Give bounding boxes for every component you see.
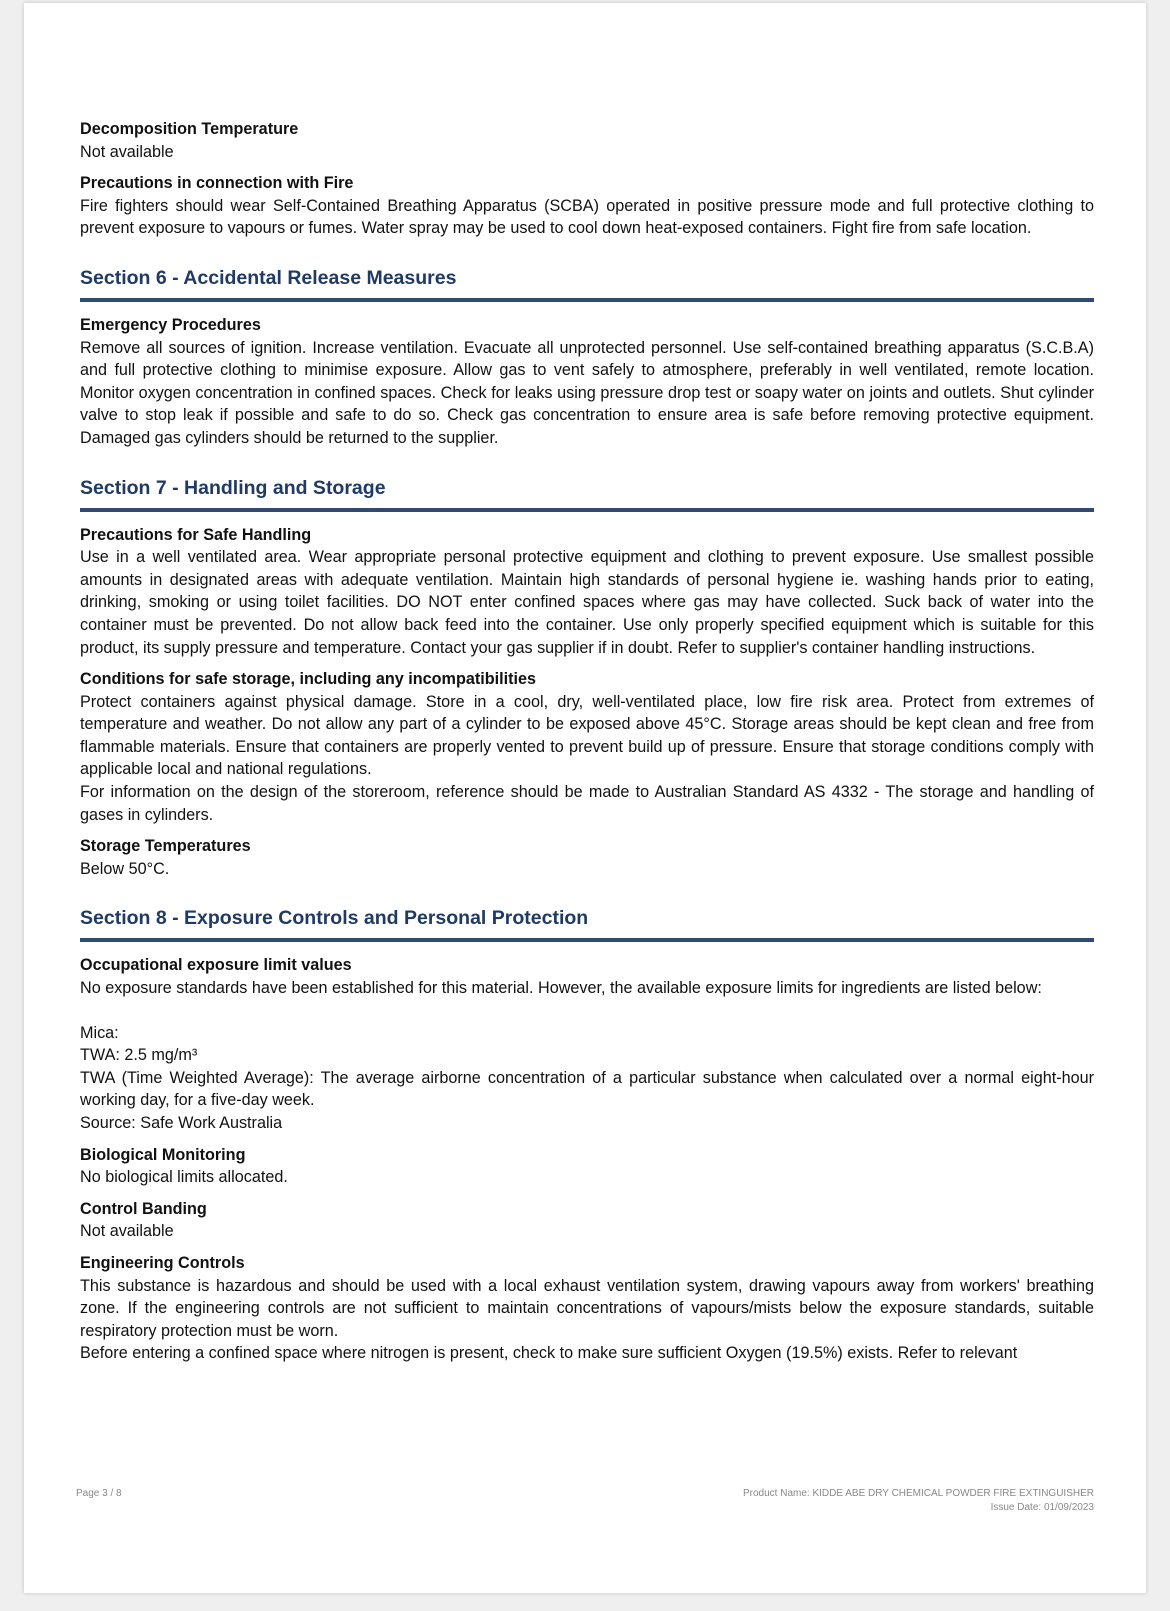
- section-6-header: [80, 264, 1094, 302]
- product-name: Product Name: KIDDE ABE DRY CHEMICAL POWDER FIRE EXTINGUISHER: [742, 1488, 1094, 1499]
- decomposition-block: [80, 118, 1094, 163]
- bio-text: No biological limits allocated.: [80, 1168, 288, 1187]
- storage-temperatures-label: Storage Temperatures: [80, 837, 251, 856]
- page-number: Page 3 / 8: [76, 1488, 122, 1499]
- section-7-title: Section 7 - Handling and Storage: [80, 474, 1094, 512]
- handling-text: Use in a well ventilated area. Wear appropriate personal protective equipment and clothing to prevent exposure. Use smallest possible amounts in designated areas with adequate ventilation. Maintain high standards of personal hygiene ie. washing hands prior to eating, drinking, smoking or using toilet facilities. DO NOT enter confined spaces where gas may have collected. Suck back of water into the container must be prevented. Do not allow back feed into the container. Use only properly specified equipment which is suitable for this product, its supply pressure and temperature. Contact your gas supplier if in doubt. Refer to supplier's container handling instructions.: [80, 548, 1094, 657]
- decomposition-text: Not available: [80, 142, 174, 161]
- emergency-text: Remove all sources of ignition. Increase ventilation. Evacuate all unprotected personnel. Use self-contained breathing apparatus (S.C.B.A) and full protective clothing to minimise exposure. Allow gas to vent safely to atmosphere, preferably in well ventilated, remote location. Monitor oxygen concentration in confined spaces. Check for leaks using pressure drop test or soapy water on joints and outlets. Shut cylinder valve to stop leak if possible and safe to do so. Check gas concentration to ensure area is safe before removing protective equipment. Damaged gas cylinders should be returned to the supplier.: [80, 338, 1094, 447]
- emergency-block: [80, 314, 1094, 450]
- storage-temperatures-text: Below 50°C.: [80, 859, 170, 878]
- twa-definition: TWA (Time Weighted Average): The average airborne concentration of a particular substance when calculated over a normal eight-hour working day, for a five-day week.: [80, 1068, 1094, 1110]
- section-8-title: Section 8 - Exposure Controls and Personal Protection: [80, 904, 1094, 942]
- footer-product-info: [743, 1487, 1094, 1515]
- engineering-text: This substance is hazardous and should be used with a local exhaust ventilation system, drawing vapours away from workers' breathing zone. If the engineering controls are not sufficient to maintain concentrations of vapours/mists below the exposure standards, suitable respiratory protection must be worn.: [80, 1276, 1094, 1340]
- storage-block: [80, 668, 1094, 826]
- fire-precautions-block: [80, 172, 1094, 240]
- fire-precautions-label: Precautions in connection with Fire: [80, 174, 354, 193]
- emergency-label: Emergency Procedures: [80, 315, 261, 334]
- mica-label: Mica:: [80, 1023, 119, 1042]
- banding-text: Not available: [80, 1222, 174, 1241]
- storage-label: Conditions for safe storage, including any incompatibilities: [80, 670, 537, 689]
- oel-source: Source: Safe Work Australia: [80, 1114, 283, 1132]
- handling-block: [80, 524, 1094, 660]
- fire-precautions-text: Fire fighters should wear Self-Contained Breathing Apparatus (SCBA) operated in positive pressure mode and full protective clothing to prevent exposure to vapours or fumes. Water spray may be used to cool down heat-exposed containers. Fight fire from safe location.: [80, 196, 1094, 238]
- oel-text: No exposure standards have been established for this material. However, the available exposure limits for ingredients are listed below:: [80, 979, 1042, 998]
- storage-text: Protect containers against physical damage. Store in a cool, dry, well-ventilated place, low fire risk area. Protect from extremes of temperature and weather. Do not allow any part of a cylinder to be exposed above 45°C. Storage areas should be kept clean and free from flammable materials. Ensure that containers are properly vented to prevent build up of pressure. Ensure that storage conditions comply with applicable local and national regulations.: [80, 692, 1094, 779]
- twa-value: TWA: 2.5 mg/m³: [80, 1046, 198, 1065]
- engineering-label: Engineering Controls: [80, 1253, 245, 1272]
- handling-label: Precautions for Safe Handling: [80, 525, 312, 544]
- section-6-title: Section 6 - Accidental Release Measures: [80, 264, 1094, 302]
- section-8-header: [80, 904, 1094, 942]
- issue-date: Issue Date: 01/09/2023: [990, 1502, 1094, 1513]
- document-page: [24, 3, 1146, 1593]
- section-7-header: [80, 474, 1094, 512]
- banding-block: [80, 1198, 1094, 1243]
- engineering-text-2: Before entering a confined space where nitrogen is present, check to make sure sufficient Oxygen (19.5%) exists. Refer to relevant: [80, 1344, 1018, 1363]
- decomposition-label: Decomposition Temperature: [80, 120, 299, 138]
- bio-label: Biological Monitoring: [80, 1145, 246, 1164]
- storage-temperatures-block: [80, 835, 1094, 880]
- bio-block: [80, 1144, 1094, 1189]
- oel-block: [80, 954, 1094, 1134]
- page-content: [80, 118, 1094, 1374]
- engineering-block: [80, 1252, 1094, 1365]
- banding-label: Control Banding: [80, 1199, 207, 1218]
- oel-label: Occupational exposure limit values: [80, 956, 352, 975]
- storage-text-2: For information on the design of the storeroom, reference should be made to Australian Standard AS 4332 - The storage and handling of gases in cylinders.: [80, 783, 1094, 824]
